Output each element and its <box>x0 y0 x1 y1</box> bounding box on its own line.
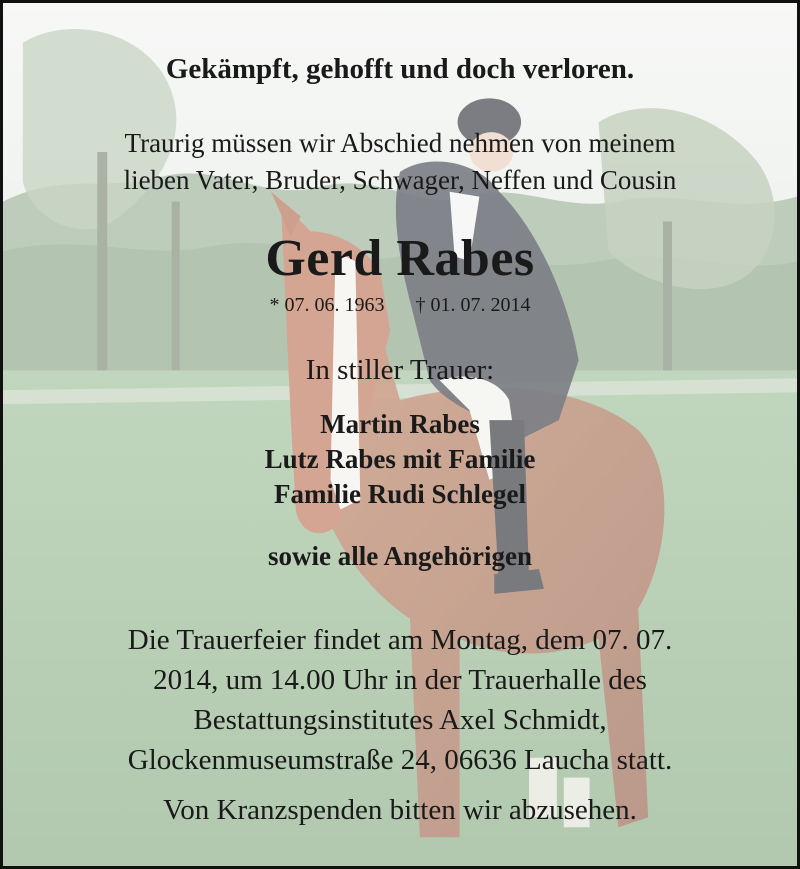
service-line: Die Trauerfeier findet am Montag, dem 07. 07. <box>127 624 673 656</box>
intro-line: lieben Vater, Bruder, Schwager, Neffen und Cousin <box>123 165 677 195</box>
intro-line: Traurig müssen wir Abschied nehmen von meinem <box>124 128 676 158</box>
death-date: † 01. 07. 2014 <box>415 294 531 316</box>
intro-text <box>3 125 797 199</box>
mourner: Martin Rabes <box>320 409 480 439</box>
mourning-heading: In stiller Trauer: <box>305 354 495 386</box>
wreath-note: Von Kranzspenden bitten wir abzusehen. <box>163 794 637 826</box>
birth-date: * 07. 06. 1963 <box>269 294 385 316</box>
deceased-name: Gerd Rabes <box>265 230 535 287</box>
motto: Gekämpft, gehofft und doch verloren. <box>165 53 635 85</box>
mourner: Familie Rudi Schlegel <box>274 479 526 509</box>
other-relatives: sowie alle Angehörigen <box>268 541 532 571</box>
funeral-service-info <box>3 620 797 780</box>
mourner: Lutz Rabes mit Familie <box>264 444 536 474</box>
service-line: 2014, um 14.00 Uhr in der Trauerhalle des <box>153 664 647 696</box>
service-line: Glockenmuseumstraße 24, 06636 Laucha statt. <box>127 744 673 776</box>
life-dates <box>3 294 797 317</box>
mourners-list <box>3 407 797 512</box>
service-line: Bestattungsinstitutes Axel Schmidt, <box>193 704 607 736</box>
